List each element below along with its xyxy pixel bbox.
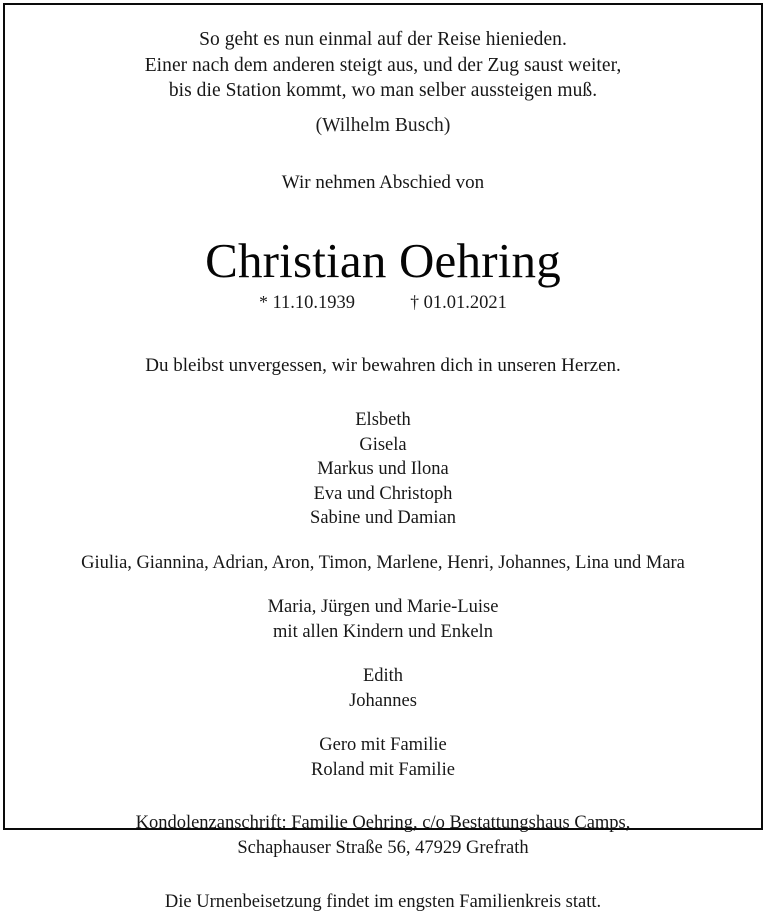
mourner-line: Roland mit Familie <box>311 759 455 780</box>
mourner-group-immediate-family <box>33 408 733 531</box>
funeral-note-text: Die Urnenbeisetzung findet im engsten Familienkreis statt. <box>164 892 602 912</box>
condolence-address-line-2: Schaphauser Straße 56, 47929 Grefrath <box>237 838 529 858</box>
birth-star-icon: * <box>259 292 268 312</box>
obituary-frame <box>3 3 763 912</box>
mourner-line: mit allen Kindern und Enkeln <box>273 621 493 642</box>
birth-date: 11.10.1939 <box>272 293 356 313</box>
obituary-notice <box>5 5 761 912</box>
mourner-group-relatives <box>33 595 733 644</box>
quote-line-2: Einer nach dem anderen steigt aus, und der Zug saust weiter, <box>144 54 622 76</box>
mourner-line: Eva und Christoph <box>313 483 453 504</box>
farewell-text: Wir nehmen Abschied von <box>281 172 485 193</box>
life-dates <box>33 291 733 314</box>
mourner-line: Giulia, Giannina, Adrian, Aron, Timon, Marlene, Henri, Johannes, Lina und Mara <box>81 552 685 573</box>
condolence-address-line-1: Kondolenzanschrift: Familie Oehring, c/o Bestattungshaus Camps, <box>135 813 631 833</box>
mourner-line: Elsbeth <box>355 410 411 430</box>
deceased-name: Christian Oehring <box>205 233 561 288</box>
mourner-group-siblings <box>33 664 733 713</box>
mourner-group-grandchildren <box>33 551 733 576</box>
death-cross-icon: † <box>410 292 420 312</box>
quote-attribution: (Wilhelm Busch) <box>315 114 451 136</box>
condolence-address <box>33 811 733 861</box>
mourner-line: Markus und Ilona <box>317 459 449 479</box>
funeral-note <box>33 890 733 915</box>
mourner-line: Johannes <box>349 690 417 711</box>
death-date: 01.01.2021 <box>423 293 507 313</box>
memorial-text: Du bleibst unvergessen, wir bewahren dich in unseren Herzen. <box>145 355 621 376</box>
mourner-line: Gero mit Familie <box>319 735 447 755</box>
quote-block <box>33 27 733 138</box>
mourner-line: Edith <box>362 666 404 686</box>
mourner-line: Maria, Jürgen und Marie-Luise <box>267 597 499 617</box>
quote-line-1: So geht es nun einmal auf der Reise hienieden. <box>199 29 567 50</box>
mourners-list <box>33 408 733 782</box>
mourner-line: Gisela <box>359 434 407 455</box>
mourner-line: Sabine und Damian <box>310 508 456 528</box>
quote-line-3: bis die Station kommt, wo man selber aussteigen muß. <box>168 80 598 101</box>
mourner-group-families <box>33 733 733 782</box>
